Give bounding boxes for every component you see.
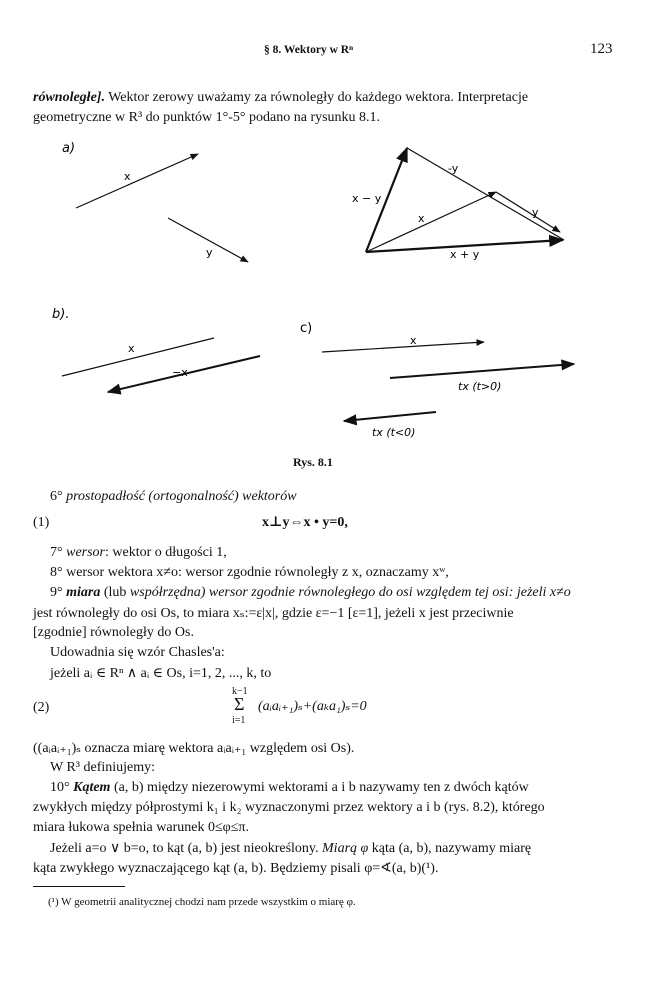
item6-num: 6° (50, 489, 63, 504)
para1-line2: geometryczne w R³ do punktów 1°-5° podano na rysunku 8.1. (33, 110, 381, 125)
vector-x-c (322, 342, 484, 352)
section-title: § 8. Wektory w Rⁿ (264, 44, 354, 56)
label-c: c) (300, 321, 313, 336)
after-eq2-line1: ((aᵢaᵢ₊₁)ₛ oznacza miarę wektora aᵢaᵢ₊₁ względem osi Os). (33, 741, 355, 756)
item10-line4 (50, 840, 622, 857)
para1-italic: równoległe]. (33, 90, 105, 105)
label-x-a: x (124, 170, 131, 183)
vector-tx-negative (344, 412, 436, 421)
item10-l4-b: kąta (a, b), nazywamy miarę (368, 841, 532, 856)
vector-y-triangle (496, 192, 560, 232)
chasles-line2: jeżeli aᵢ ∈ Rⁿ ∧ aᵢ ∈ Os, i=1, 2, ..., k, to (50, 666, 272, 681)
eq2-sum-top: k−1 (232, 686, 248, 697)
eq1-number: (1) (33, 515, 50, 530)
label-x-b: x (128, 342, 135, 355)
label-tx-positive: tx (t>0) (458, 380, 502, 393)
figure-8-1 (0, 130, 672, 460)
page-number: 123 (590, 41, 613, 57)
eq2-number: (2) (33, 700, 50, 715)
item10-line5: kąta zwykłego wyznaczającego kąt (a, b). Będziemy pisali φ=∢(a, b)(¹). (33, 861, 439, 876)
eq2-sum-bottom: i=1 (232, 715, 246, 726)
footnote-rule (33, 886, 125, 887)
item9-line2: jest równoległy do osi Os, to miara xₛ:=ε|x|, gdzie ε=−1 [ε=1], jeżeli x jest przeciwnie (33, 606, 514, 621)
label-a: a) (62, 141, 76, 156)
label-x-minus-y: x − y (352, 192, 382, 205)
item9-rest: ) wersor zgodnie równoległego do osi względem tej osi: jeżeli x≠o (200, 585, 571, 600)
label-x-triangle: x (418, 212, 425, 225)
figure-caption: Rys. 8.1 (293, 455, 333, 469)
label-b: b). (52, 307, 70, 322)
item9-mid: (lub (100, 585, 130, 600)
item10-line1 (50, 780, 622, 796)
label-neg-x-b: −x (172, 366, 188, 379)
item9-term: miara (66, 585, 101, 600)
after-eq2-line2: W R³ definiujemy: (50, 760, 156, 775)
para1-rest: Wektor zerowy uważamy za równoległy do każdego wektora. Interpretacje (104, 90, 529, 105)
label-x-c: x (410, 334, 417, 347)
item9-line1 (50, 585, 622, 601)
vector-neg-y (407, 148, 564, 240)
label-tx-negative: tx (t<0) (372, 426, 416, 439)
vector-tx-positive (390, 364, 574, 378)
label-x-plus-y: x + y (450, 248, 480, 261)
item10-term: Kątem (73, 780, 111, 795)
item8: 8° wersor wektora x≠o: wersor zgodnie równoległy z x, oznaczamy xʷ, (50, 565, 449, 580)
eq2-sigma: Σ (234, 694, 245, 714)
label-neg-y: -y (448, 162, 459, 175)
label-y-a: y (206, 246, 213, 259)
vector-x-b (62, 338, 214, 376)
item9-line3: [zgodnie] równoległy do Os. (33, 625, 194, 640)
footnote: (¹) W geometrii analitycznej chodzi nam przede wszystkim o miarę φ. (48, 896, 356, 908)
eq1-formula: x⊥y⇔x • y=0, (262, 515, 348, 530)
item10-line3: miara łukowa spełnia warunek 0≤φ≤π. (33, 820, 249, 835)
eq2-body: (aᵢaᵢ₊₁)ₛ+(aₖa₁)ₛ=0 (258, 699, 367, 714)
item7-text: : wektor o długości 1, (105, 545, 227, 560)
item10-rest: (a, b) między niezerowymi wektorami a i b nazywamy ten z dwóch kątów (110, 780, 529, 795)
item6-text: prostopadłość (ortogonalność) wektorów (66, 489, 297, 504)
item7 (50, 545, 622, 561)
item10-l4-italic: Miarą φ (322, 841, 369, 856)
item6 (50, 489, 622, 505)
item10-line2: zwykłych między półprostymi k₁ i k₂ wyznaczonymi przez wektory a i b (rys. 8.2), którego (33, 800, 545, 815)
item9-num: 9° (50, 585, 63, 600)
item10-l4-a: Jeżeli a=o ∨ b=o, to kąt (a, b) jest nieokreślony. (50, 841, 323, 856)
vector-x-a (76, 154, 198, 208)
para1-line1 (33, 90, 605, 106)
item7-term: wersor (66, 545, 106, 560)
chasles-line1: Udowadnia się wzór Chasles'a: (50, 645, 225, 660)
item7-num: 7° (50, 545, 63, 560)
item10-num: 10° (50, 780, 70, 795)
label-y-triangle: y (532, 206, 539, 219)
item9-italic: współrzędna (129, 585, 201, 600)
